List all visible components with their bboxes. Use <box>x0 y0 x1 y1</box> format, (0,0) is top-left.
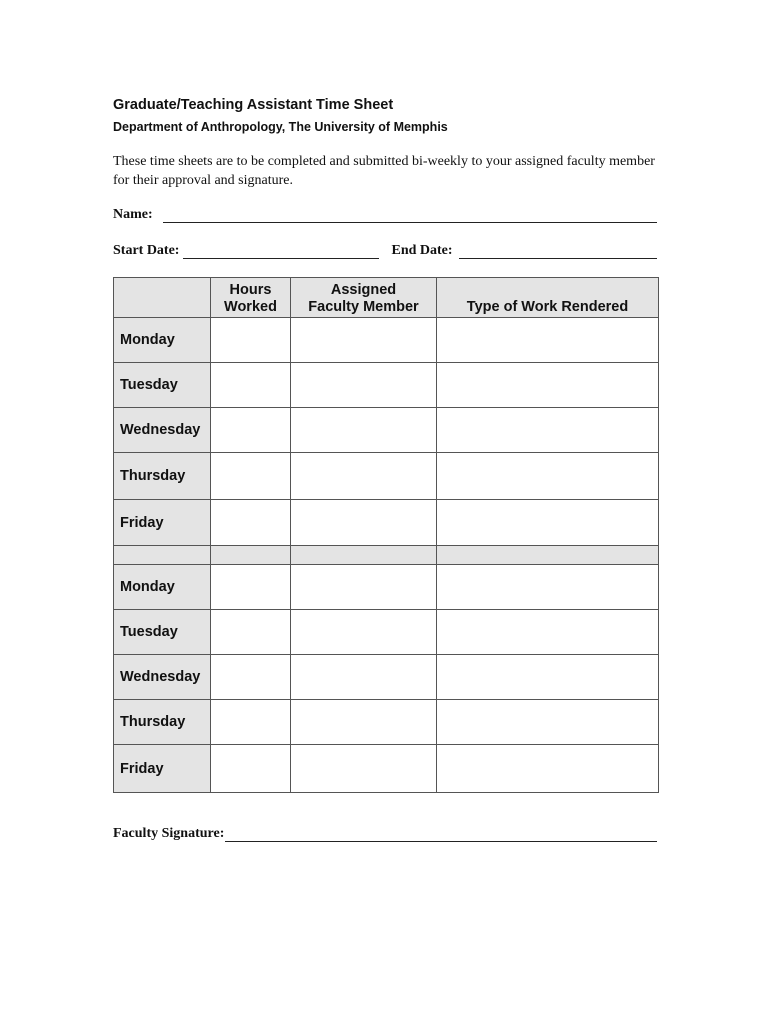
faculty-signature-line[interactable] <box>225 827 657 842</box>
work-cell[interactable] <box>437 500 659 546</box>
faculty-cell[interactable] <box>291 408 437 453</box>
day-label: Thursday <box>114 453 211 500</box>
hours-cell[interactable] <box>211 363 291 408</box>
table-row <box>114 565 659 610</box>
hours-cell[interactable] <box>211 500 291 546</box>
faculty-cell[interactable] <box>291 610 437 655</box>
name-field-row <box>113 207 657 223</box>
day-label: Tuesday <box>114 363 211 408</box>
day-label: Friday <box>114 500 211 546</box>
work-cell[interactable] <box>437 610 659 655</box>
work-cell[interactable] <box>437 318 659 363</box>
hours-cell[interactable] <box>211 655 291 700</box>
start-date-input-line[interactable] <box>183 244 379 259</box>
work-cell[interactable] <box>437 565 659 610</box>
name-label: Name: <box>113 207 153 222</box>
faculty-header-line1: Assigned <box>330 282 397 298</box>
day-label: Monday <box>114 565 211 610</box>
work-cell[interactable] <box>437 363 659 408</box>
separator-cell <box>114 546 211 565</box>
faculty-cell[interactable] <box>291 655 437 700</box>
dates-field-row <box>113 243 657 259</box>
week-separator-row <box>114 546 659 565</box>
hours-cell[interactable] <box>211 453 291 500</box>
work-cell[interactable] <box>437 745 659 793</box>
table-row <box>114 318 659 363</box>
hours-cell[interactable] <box>211 318 291 363</box>
day-label: Wednesday <box>114 408 211 453</box>
separator-cell <box>211 546 291 565</box>
table-row <box>114 408 659 453</box>
hours-cell[interactable] <box>211 610 291 655</box>
faculty-cell[interactable] <box>291 565 437 610</box>
faculty-cell[interactable] <box>291 745 437 793</box>
hours-header-line1: Hours <box>229 282 272 298</box>
hours-header-line2: Worked <box>224 299 277 315</box>
day-label: Wednesday <box>114 655 211 700</box>
document-title: Graduate/Teaching Assistant Time Sheet <box>113 97 394 113</box>
separator-cell <box>291 546 437 565</box>
table-row <box>114 363 659 408</box>
faculty-signature-label: Faculty Signature: <box>113 826 225 841</box>
end-date-input-line[interactable] <box>459 244 657 259</box>
instructions-paragraph: These time sheets are to be completed and submitted bi-weekly to your assigned faculty member for their approval and signature. <box>113 154 655 188</box>
work-type-header: Type of Work Rendered <box>437 278 659 318</box>
start-date-label: Start Date: <box>113 243 180 258</box>
table-row <box>114 655 659 700</box>
day-label: Tuesday <box>114 610 211 655</box>
hours-cell[interactable] <box>211 565 291 610</box>
day-label: Thursday <box>114 700 211 745</box>
table-row <box>114 700 659 745</box>
table-header-row <box>114 278 659 318</box>
header-corner-cell <box>114 278 211 318</box>
faculty-cell[interactable] <box>291 700 437 745</box>
end-date-label: End Date: <box>391 243 453 258</box>
hours-cell[interactable] <box>211 408 291 453</box>
day-label: Monday <box>114 318 211 363</box>
separator-cell <box>437 546 659 565</box>
faculty-member-header <box>291 278 437 318</box>
faculty-cell[interactable] <box>291 363 437 408</box>
department-subtitle: Department of Anthropology, The University of Memphis <box>113 120 448 134</box>
hours-cell[interactable] <box>211 700 291 745</box>
work-cell[interactable] <box>437 700 659 745</box>
faculty-header-line2: Faculty Member <box>308 299 419 315</box>
table-row <box>114 500 659 546</box>
timesheet-table <box>113 277 659 793</box>
work-cell[interactable] <box>437 453 659 500</box>
hours-worked-header <box>211 278 291 318</box>
work-cell[interactable] <box>437 408 659 453</box>
name-input-line[interactable] <box>163 208 657 223</box>
signature-field-row <box>113 826 657 842</box>
table-row <box>114 453 659 500</box>
table-row <box>114 745 659 793</box>
table-row <box>114 610 659 655</box>
faculty-cell[interactable] <box>291 500 437 546</box>
faculty-cell[interactable] <box>291 453 437 500</box>
day-label: Friday <box>114 745 211 793</box>
hours-cell[interactable] <box>211 745 291 793</box>
work-cell[interactable] <box>437 655 659 700</box>
faculty-cell[interactable] <box>291 318 437 363</box>
